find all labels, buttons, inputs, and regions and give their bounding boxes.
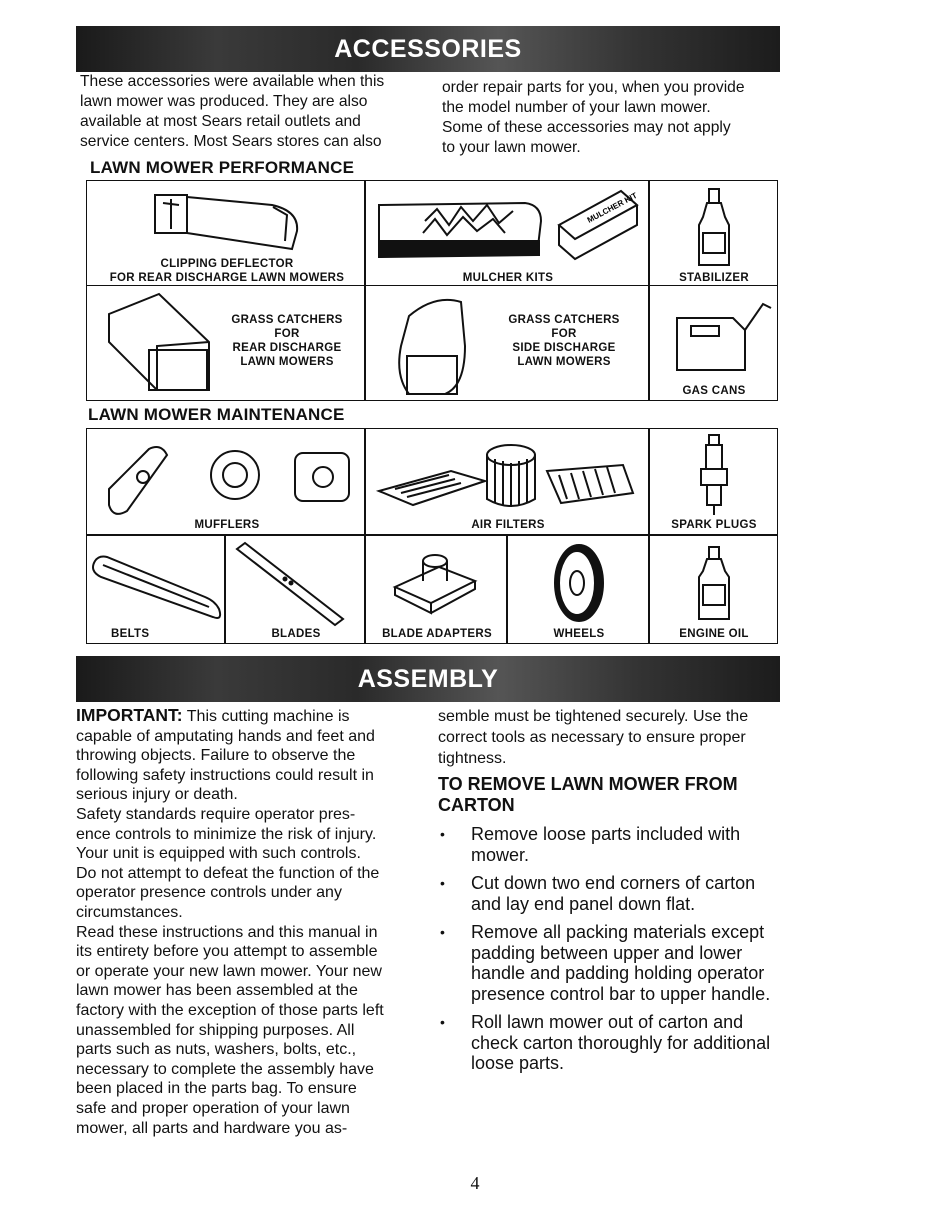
bullet-line: presence control bar to upper handle. [471, 983, 771, 1004]
bullet-line: Cut down two end corners of carton [471, 873, 756, 893]
remove-heading [438, 774, 738, 816]
important-label: IMPORTANT: [76, 705, 183, 725]
spark-plugs-label: SPARK PLUGS [671, 519, 757, 531]
gas-cans-label: GAS CANS [682, 385, 746, 397]
bullet-line: padding between upper and lower [471, 942, 743, 963]
assembly-left-line: throwing objects. Failure to observe the [76, 747, 356, 765]
mufflers-label: MUFFLERS [194, 519, 260, 531]
bullet-line: Remove all packing materials except [471, 922, 765, 942]
bullet-dot: • [440, 1014, 445, 1030]
cell-stabilizer [648, 180, 778, 286]
bullet-line: Roll lawn mower out of carton and [471, 1012, 744, 1032]
intro-right-line: the model number of your lawn mower. [442, 99, 711, 116]
intro-left-line: lawn mower was produced. They are also [80, 93, 368, 110]
assembly-left-line: ence controls to minimize the risk of injury. [76, 825, 377, 843]
assembly-left-line: mower, all parts and hardware you as- [76, 1119, 348, 1137]
page-number: 4 [470, 1173, 480, 1193]
belts-label: BELTS [111, 628, 150, 640]
bullet-line: handle and padding holding operator [471, 963, 765, 983]
assembly-left-line: its entirety before you attempt to assemble [76, 943, 378, 961]
label-line: FOR REAR DISCHARGE LAWN MOWERS [109, 272, 345, 284]
label-line: LAWN MOWERS [240, 356, 334, 368]
intro-left-line: available at most Sears retail outlets and [80, 113, 361, 130]
bullet-line: Remove loose parts included with [471, 824, 741, 844]
intro-left-line: These accessories were available when this [80, 73, 385, 90]
engine-oil-label: ENGINE OIL [679, 628, 749, 640]
assembly-left-line: parts such as nuts, washers, bolts, etc., [76, 1041, 357, 1059]
cell-grass-catchers-rear [86, 285, 366, 401]
bullet-dot: • [440, 924, 445, 940]
label-line: REAR DISCHARGE [232, 342, 342, 354]
assembly-left-line: following safety instructions could result in [76, 766, 374, 784]
maintenance-title: LAWN MOWER MAINTENANCE [88, 405, 345, 424]
bullet-line: loose parts. [471, 1053, 565, 1073]
right-line: semble must be tightened securely. Use the [438, 708, 749, 725]
intro-right-line: order repair parts for you, when you provide [442, 79, 745, 96]
clipping-deflector-label [87, 257, 367, 285]
bullet-dot: • [440, 826, 445, 842]
assembly-left-line: lawn mower has been assembled at the [76, 982, 358, 1000]
label-line: FOR [551, 328, 577, 340]
bullet-line: check carton thoroughly for additional [471, 1032, 771, 1053]
right-line: correct tools as necessary to ensure proper [438, 729, 746, 746]
cell-clipping-deflector [86, 180, 366, 286]
blades-label: BLADES [271, 628, 321, 640]
cell-blade-adapters [364, 534, 508, 644]
mulcher-kits-label: MULCHER KITS [462, 272, 554, 284]
blade-adapters-label: BLADE ADAPTERS [382, 628, 492, 640]
accessories-banner [76, 26, 780, 72]
right-line: tightness. [438, 750, 507, 767]
grass-catchers-side-label [499, 313, 629, 369]
assembly-left-line: necessary to complete the assembly have [76, 1060, 374, 1078]
label-line: FOR [274, 328, 300, 340]
cell-gas-cans [648, 285, 778, 401]
cell-wheels [506, 534, 650, 644]
intro-right-line: to your lawn mower. [442, 139, 581, 156]
stabilizer-label: STABILIZER [679, 272, 749, 284]
intro-left-line: service centers. Most Sears stores can also [80, 133, 382, 150]
bullet-dot: • [440, 875, 445, 891]
assembly-left-line: or operate your new lawn mower. Your new [76, 962, 382, 980]
cell-blades [224, 534, 366, 644]
air-filters-label: AIR FILTERS [471, 519, 545, 531]
important-line: This cutting machine is [182, 708, 350, 725]
assembly-left-line: safe and proper operation of your lawn [76, 1100, 350, 1117]
cell-spark-plugs [648, 428, 778, 536]
assembly-left-line: Safety standards require operator pres- [76, 806, 356, 823]
assembly-left-line: operator presence controls under any [76, 884, 342, 902]
assembly-left-line: capable of amputating hands and feet and [76, 727, 375, 745]
grass-catchers-rear-label [227, 313, 347, 369]
label-line: CLIPPING DEFLECTOR [160, 258, 294, 270]
cell-mufflers [86, 428, 366, 536]
cell-air-filters [364, 428, 650, 536]
bullet-line: and lay end panel down flat. [471, 893, 696, 914]
label-line: GRASS CATCHERS [508, 314, 620, 326]
cell-grass-catchers-side [364, 285, 650, 401]
accessories-title: ACCESSORIES [334, 34, 522, 63]
mulcher-box-text: MULCHER KIT [585, 190, 639, 225]
performance-title: LAWN MOWER PERFORMANCE [90, 158, 355, 177]
bullet-line: mower. [471, 844, 530, 865]
assembly-left-line: unassembled for shipping purposes. All [76, 1021, 355, 1039]
assembly-title: ASSEMBLY [357, 664, 499, 693]
assembly-left-line: serious injury or death. [76, 786, 238, 804]
wheels-label: WHEELS [553, 628, 605, 640]
assembly-left-line: Read these instructions and this manual in [76, 923, 378, 941]
label-line: SIDE DISCHARGE [512, 342, 616, 354]
intro-right-line: Some of these accessories may not apply [442, 119, 731, 136]
important-paragraph [76, 706, 350, 726]
label-line: GRASS CATCHERS [231, 314, 343, 326]
label-line: LAWN MOWERS [517, 356, 611, 368]
assembly-banner [76, 656, 780, 702]
cell-mulcher-kits [364, 180, 650, 286]
remove-heading-line: TO REMOVE LAWN MOWER FROM [438, 774, 738, 794]
assembly-left-line: circumstances. [76, 904, 183, 921]
cell-belts [86, 534, 226, 644]
assembly-left-line: Your unit is equipped with such controls. [76, 845, 361, 863]
assembly-left-line: factory with the exception of those parts left [76, 1002, 384, 1019]
remove-heading-line: CARTON [438, 795, 515, 815]
assembly-left-line: Do not attempt to defeat the function of the [76, 864, 380, 882]
cell-engine-oil [648, 534, 778, 644]
assembly-left-line: been placed in the parts bag. To ensure [76, 1080, 357, 1098]
